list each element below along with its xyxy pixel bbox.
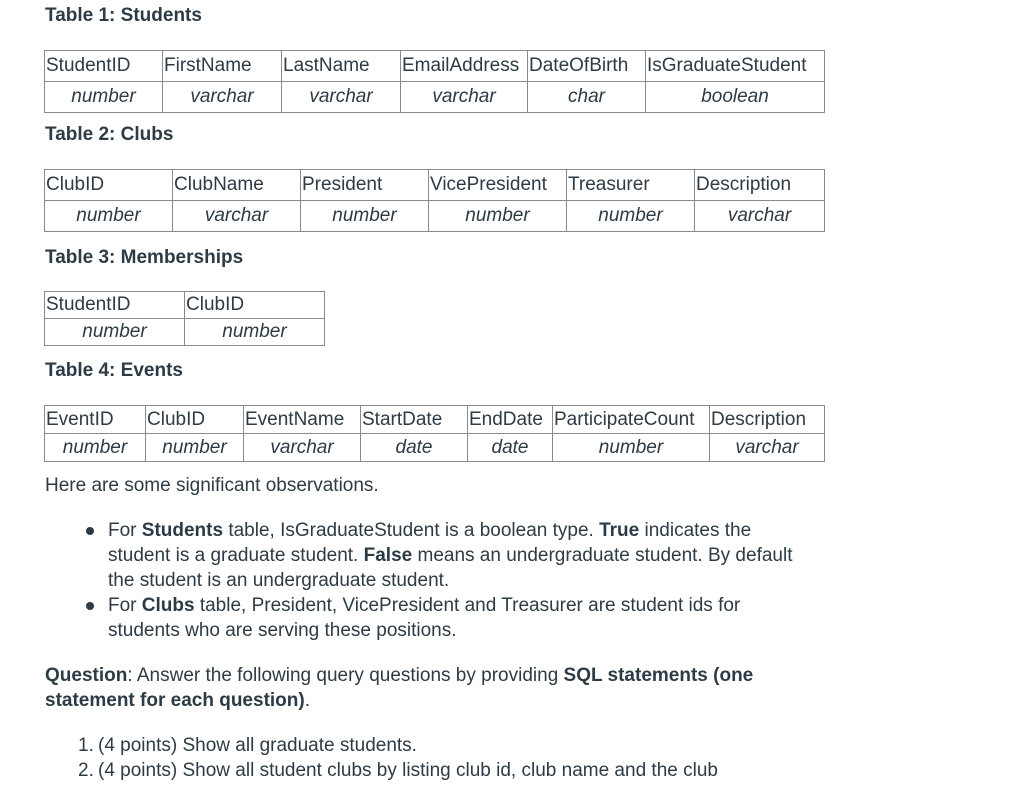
column-type: number	[567, 201, 695, 232]
table-row	[45, 201, 825, 232]
table-row	[45, 434, 825, 462]
list-item: For Students table, IsGraduateStudent is a boolean type. True indicates the student is a graduate student. False means an undergraduate student. By default the student is an undergraduate student.	[86, 518, 806, 593]
observations-intro: Here are some significant observations.	[45, 475, 379, 496]
column-name: IsGraduateStudent	[646, 51, 825, 82]
column-type: number	[45, 201, 173, 232]
column-type: number	[185, 319, 325, 346]
list-item: For Clubs table, President, VicePresident and Treasurer are student ids for students who are serving these positions.	[86, 593, 806, 643]
list-item: 1. (4 points) Show all graduate students.	[78, 735, 417, 756]
column-type: boolean	[646, 82, 825, 113]
table-row	[45, 319, 325, 346]
column-type: varchar	[710, 434, 825, 462]
column-type: varchar	[244, 434, 361, 462]
column-name: LastName	[282, 51, 401, 82]
column-name: Description	[710, 406, 825, 434]
column-name: ClubID	[146, 406, 244, 434]
column-name: EmailAddress	[401, 51, 528, 82]
column-name: FirstName	[163, 51, 282, 82]
events-schema-table	[44, 405, 825, 462]
column-type: date	[468, 434, 553, 462]
column-type: number	[553, 434, 710, 462]
column-name: President	[301, 170, 429, 201]
questions-list	[78, 733, 838, 783]
column-type: char	[528, 82, 646, 113]
table-row	[45, 406, 825, 434]
column-name: StudentID	[45, 51, 163, 82]
column-type: number	[45, 82, 163, 113]
column-type: number	[45, 319, 185, 346]
column-type: number	[146, 434, 244, 462]
column-name: StudentID	[45, 292, 185, 319]
column-name: EventName	[244, 406, 361, 434]
column-type: varchar	[282, 82, 401, 113]
memberships-schema-table	[44, 291, 325, 346]
column-type: varchar	[695, 201, 825, 232]
column-name: VicePresident	[429, 170, 567, 201]
table-caption: Table 4: Events	[45, 360, 183, 381]
list-item: 2. (4 points) Show all student clubs by listing club id, club name and the club	[78, 760, 718, 781]
column-type: number	[429, 201, 567, 232]
column-name: EndDate	[468, 406, 553, 434]
column-name: ClubName	[173, 170, 301, 201]
column-type: varchar	[173, 201, 301, 232]
column-name: ClubID	[185, 292, 325, 319]
table-row	[45, 82, 825, 113]
column-name: StartDate	[361, 406, 468, 434]
table-caption: Table 3: Memberships	[45, 247, 244, 268]
column-name: Treasurer	[567, 170, 695, 201]
table-row	[45, 170, 825, 201]
column-type: varchar	[401, 82, 528, 113]
table-row	[45, 51, 825, 82]
column-name: DateOfBirth	[528, 51, 646, 82]
column-name: Description	[695, 170, 825, 201]
column-type: number	[301, 201, 429, 232]
question-text: Question: Answer the following query questions by providing SQL statements (one statement for each question).	[45, 665, 754, 711]
column-type: varchar	[163, 82, 282, 113]
observations-list	[86, 518, 806, 643]
clubs-schema-table	[44, 169, 825, 232]
column-name: EventID	[45, 406, 146, 434]
column-name: ClubID	[45, 170, 173, 201]
column-name: ParticipateCount	[553, 406, 710, 434]
table-caption: Table 1: Students	[45, 5, 202, 26]
column-type: number	[45, 434, 146, 462]
column-type: date	[361, 434, 468, 462]
table-caption: Table 2: Clubs	[45, 124, 174, 145]
table-row	[45, 292, 325, 319]
students-schema-table	[44, 50, 825, 113]
